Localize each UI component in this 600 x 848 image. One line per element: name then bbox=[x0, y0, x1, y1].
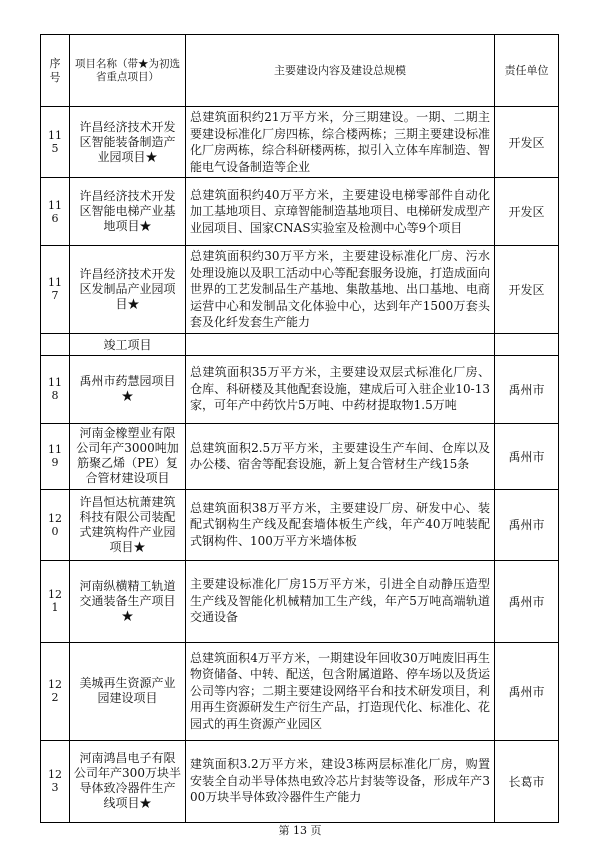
row-unit: 开发区 bbox=[495, 107, 559, 178]
row-content: 总建筑面积2.5万平方米，主要建设生产车间、仓库以及办公楼、宿舍等配套设施，新上复合管材生产线15条 bbox=[186, 423, 495, 489]
row-unit: 禹州市 bbox=[495, 560, 559, 642]
row-content: 总建筑面积约30万平方米，主要建设标准化厂房、污水处理设施以及职工活动中心等配套服务设施，打造成面向世界的工艺发制品生产基地、集散基地、出口基地、电商运营中心和发制品文化体验中心，达到年产1500万套头套及化纤发套生产能力 bbox=[186, 246, 495, 334]
table-row bbox=[41, 423, 559, 489]
row-name: 许昌经济技术开发区发制品产业园项目★ bbox=[70, 246, 186, 334]
row-name: 许昌经济技术开发区智能电梯产业基地项目★ bbox=[70, 178, 186, 246]
row-no: 117 bbox=[41, 246, 70, 334]
table-row bbox=[41, 355, 559, 423]
header-name: 项目名称（带★为初选省重点项目） bbox=[70, 35, 186, 107]
table-row bbox=[41, 642, 559, 740]
row-no: 122 bbox=[41, 642, 70, 740]
row-name: 河南纵横精工轨道交通装备生产项目★ bbox=[70, 560, 186, 642]
row-content: 总建筑面积4万平方米，一期建设年回收30万吨废旧再生物资储备、中转、配送，包含附属道路、停车场以及货运公司等内容；二期主要建设网络平台和技术研发项目，利用再生资源研发生产衍生产品，打造现代化、标准化、花园式的再生资源产业园区 bbox=[186, 642, 495, 740]
project-table bbox=[40, 34, 559, 823]
row-unit: 开发区 bbox=[495, 178, 559, 246]
row-content: 主要建设标准化厂房15万平方米，引进全自动静压造型生产线及智能化机械精加工生产线，年产5万吨高端轨道交通设备 bbox=[186, 560, 495, 642]
table-row bbox=[41, 560, 559, 642]
row-no: 123 bbox=[41, 740, 70, 822]
table-header-row bbox=[41, 35, 559, 107]
page-number: 第 13 页 bbox=[278, 824, 322, 837]
table-row bbox=[41, 489, 559, 560]
row-content: 总建筑面积约40万平方米，主要建设电梯零部件自动化加工基地项目、京璋智能制造基地项目、电梯研发成型产业园项目、国家CNAS实验室及检测中心等9个项目 bbox=[186, 178, 495, 246]
row-unit: 开发区 bbox=[495, 246, 559, 334]
row-name: 河南鸿昌电子有限公司年产300万块半导体致冷器件生产线项目★ bbox=[70, 740, 186, 822]
row-name: 许昌恒达杭萧建筑科技有限公司装配式建筑构件产业园项目★ bbox=[70, 489, 186, 560]
row-content: 总建筑面积35万平方米，主要建设双层式标准化厂房、仓库、科研楼及其他配套设施，建成后可入驻企业10-13家，可年产中药饮片5万吨、中药材提取物1.5万吨 bbox=[186, 355, 495, 423]
row-no: 116 bbox=[41, 178, 70, 246]
row-no: 115 bbox=[41, 107, 70, 178]
table-row bbox=[41, 107, 559, 178]
section-title: 竣工项目 bbox=[70, 333, 186, 355]
table-row bbox=[41, 178, 559, 246]
section-row bbox=[41, 333, 559, 355]
row-unit: 禹州市 bbox=[495, 489, 559, 560]
header-content: 主要建设内容及建设总规模 bbox=[186, 35, 495, 107]
row-unit: 禹州市 bbox=[495, 355, 559, 423]
table-row bbox=[41, 246, 559, 334]
row-content: 建筑面积3.2万平方米，建设3栋两层标准化厂房，购置安装全自动半导体热电致冷芯片封装等设备，形成年产300万块半导体致冷器件生产能力 bbox=[186, 740, 495, 822]
row-no: 119 bbox=[41, 423, 70, 489]
header-unit: 责任单位 bbox=[495, 35, 559, 107]
row-name: 河南金橡塑业有限公司年产3000吨加筋聚乙烯（PE）复合管材建设项目 bbox=[70, 423, 186, 489]
table-row bbox=[41, 740, 559, 822]
row-no: 118 bbox=[41, 355, 70, 423]
row-no: 120 bbox=[41, 489, 70, 560]
row-unit: 长葛市 bbox=[495, 740, 559, 822]
row-content: 总建筑面积38万平方米，主要建设厂房、研发中心、装配式钢构生产线及配套墙体板生产线，年产40万吨装配式钢构件、100万平方米墙体板 bbox=[186, 489, 495, 560]
row-name: 许昌经济技术开发区智能装备制造产业园项目★ bbox=[70, 107, 186, 178]
row-no: 121 bbox=[41, 560, 70, 642]
row-unit: 禹州市 bbox=[495, 642, 559, 740]
row-content: 总建筑面积约21万平方米，分三期建设。一期、二期主要建设标准化厂房四栋，综合楼两栋；三期主要建设标准化厂房两栋，综合科研楼两栋，拟引入立体车库制造、智能电气设备制造等企业 bbox=[186, 107, 495, 178]
row-name: 美城再生资源产业园建设项目 bbox=[70, 642, 186, 740]
header-no: 序号 bbox=[41, 35, 70, 107]
row-unit: 禹州市 bbox=[495, 423, 559, 489]
row-name: 禹州市药慧园项目★ bbox=[70, 355, 186, 423]
